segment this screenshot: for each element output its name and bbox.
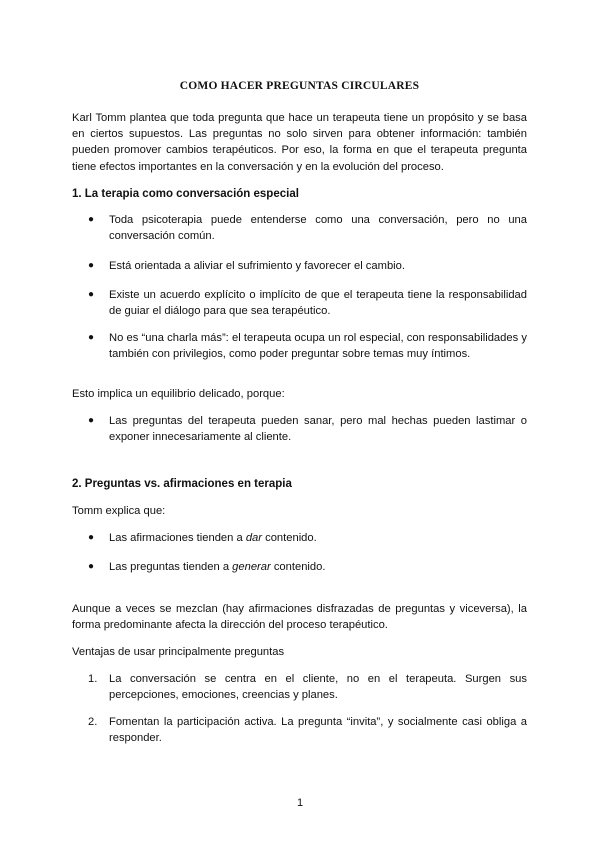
list-item-text: Las afirmaciones tienden a dar contenido. [109, 532, 317, 544]
list-item [88, 330, 527, 362]
list-item [88, 287, 527, 319]
list-number: 2. [88, 716, 98, 728]
list-item-text: La conversación se centra en el cliente, no en el terapeuta. Surgen sus percepciones, emociones, creencias y planes. [109, 673, 527, 702]
list-number: 1. [88, 673, 98, 685]
bullet-icon: ● [88, 260, 95, 271]
document-title: COMO HACER PREGUNTAS CIRCULARES [179, 80, 420, 92]
list-item-text: Las preguntas tienden a generar contenido. [109, 561, 326, 573]
bullet-icon: ● [88, 532, 95, 543]
section-2-lead: Tomm explica que: [72, 505, 166, 517]
page-number: 1 [296, 797, 304, 809]
bullet-icon: ● [88, 561, 95, 572]
advantages-title: Ventajas de usar principalmente preguntas [72, 646, 285, 658]
list-item [88, 714, 527, 746]
bullet-icon: ● [88, 289, 95, 300]
bullet-icon: ● [88, 332, 95, 343]
list-item [88, 212, 527, 244]
list-item-text: Las preguntas del terapeuta pueden sanar, pero mal hechas pueden lastimar o exponer innecesariamente al cliente. [109, 415, 527, 444]
bullet-icon: ● [88, 214, 95, 225]
bullet-icon: ● [88, 415, 95, 426]
list-item [88, 530, 527, 546]
list-item [88, 671, 527, 703]
mix-paragraph: Aunque a veces se mezclan (hay afirmaciones disfrazadas de preguntas y viceversa), la forma predominante afecta la dirección del proceso terapéutico. [72, 603, 527, 632]
list-item-text: No es “una charla más”: el terapeuta ocupa un rol especial, con responsabilidades y también con privilegios, como poder preguntar sobre temas muy íntimos. [109, 332, 527, 361]
section-1-heading: 1. La terapia como conversación especial [72, 188, 299, 200]
list-item-text: Existe un acuerdo explícito o implícito de que el terapeuta tiene la responsabilidad de guiar el diálogo para que sea terapéutico. [109, 289, 527, 318]
list-item [88, 413, 527, 445]
list-item-text: Toda psicoterapia puede entenderse como una conversación, pero no una conversación común. [109, 214, 527, 243]
list-item-text: Está orientada a aliviar el sufrimiento y favorecer el cambio. [109, 260, 405, 272]
section-2-heading: 2. Preguntas vs. afirmaciones en terapia [72, 478, 292, 490]
implication-paragraph: Esto implica un equilibrio delicado, porque: [72, 388, 285, 400]
list-item-text: Fomentan la participación activa. La pregunta “invita”, y socialmente casi obliga a responder. [109, 716, 527, 745]
intro-paragraph: Karl Tomm plantea que toda pregunta que hace un terapeuta tiene un propósito y se basa en ciertos supuestos. Las preguntas no solo sirven para obtener información: también pueden promover cambios terapéuticos. Por eso, la forma en que el terapeuta pregunta tiene efectos importantes en la conversación y en la evolución del proceso. [72, 112, 527, 173]
list-item [88, 559, 527, 575]
list-item [88, 258, 527, 274]
